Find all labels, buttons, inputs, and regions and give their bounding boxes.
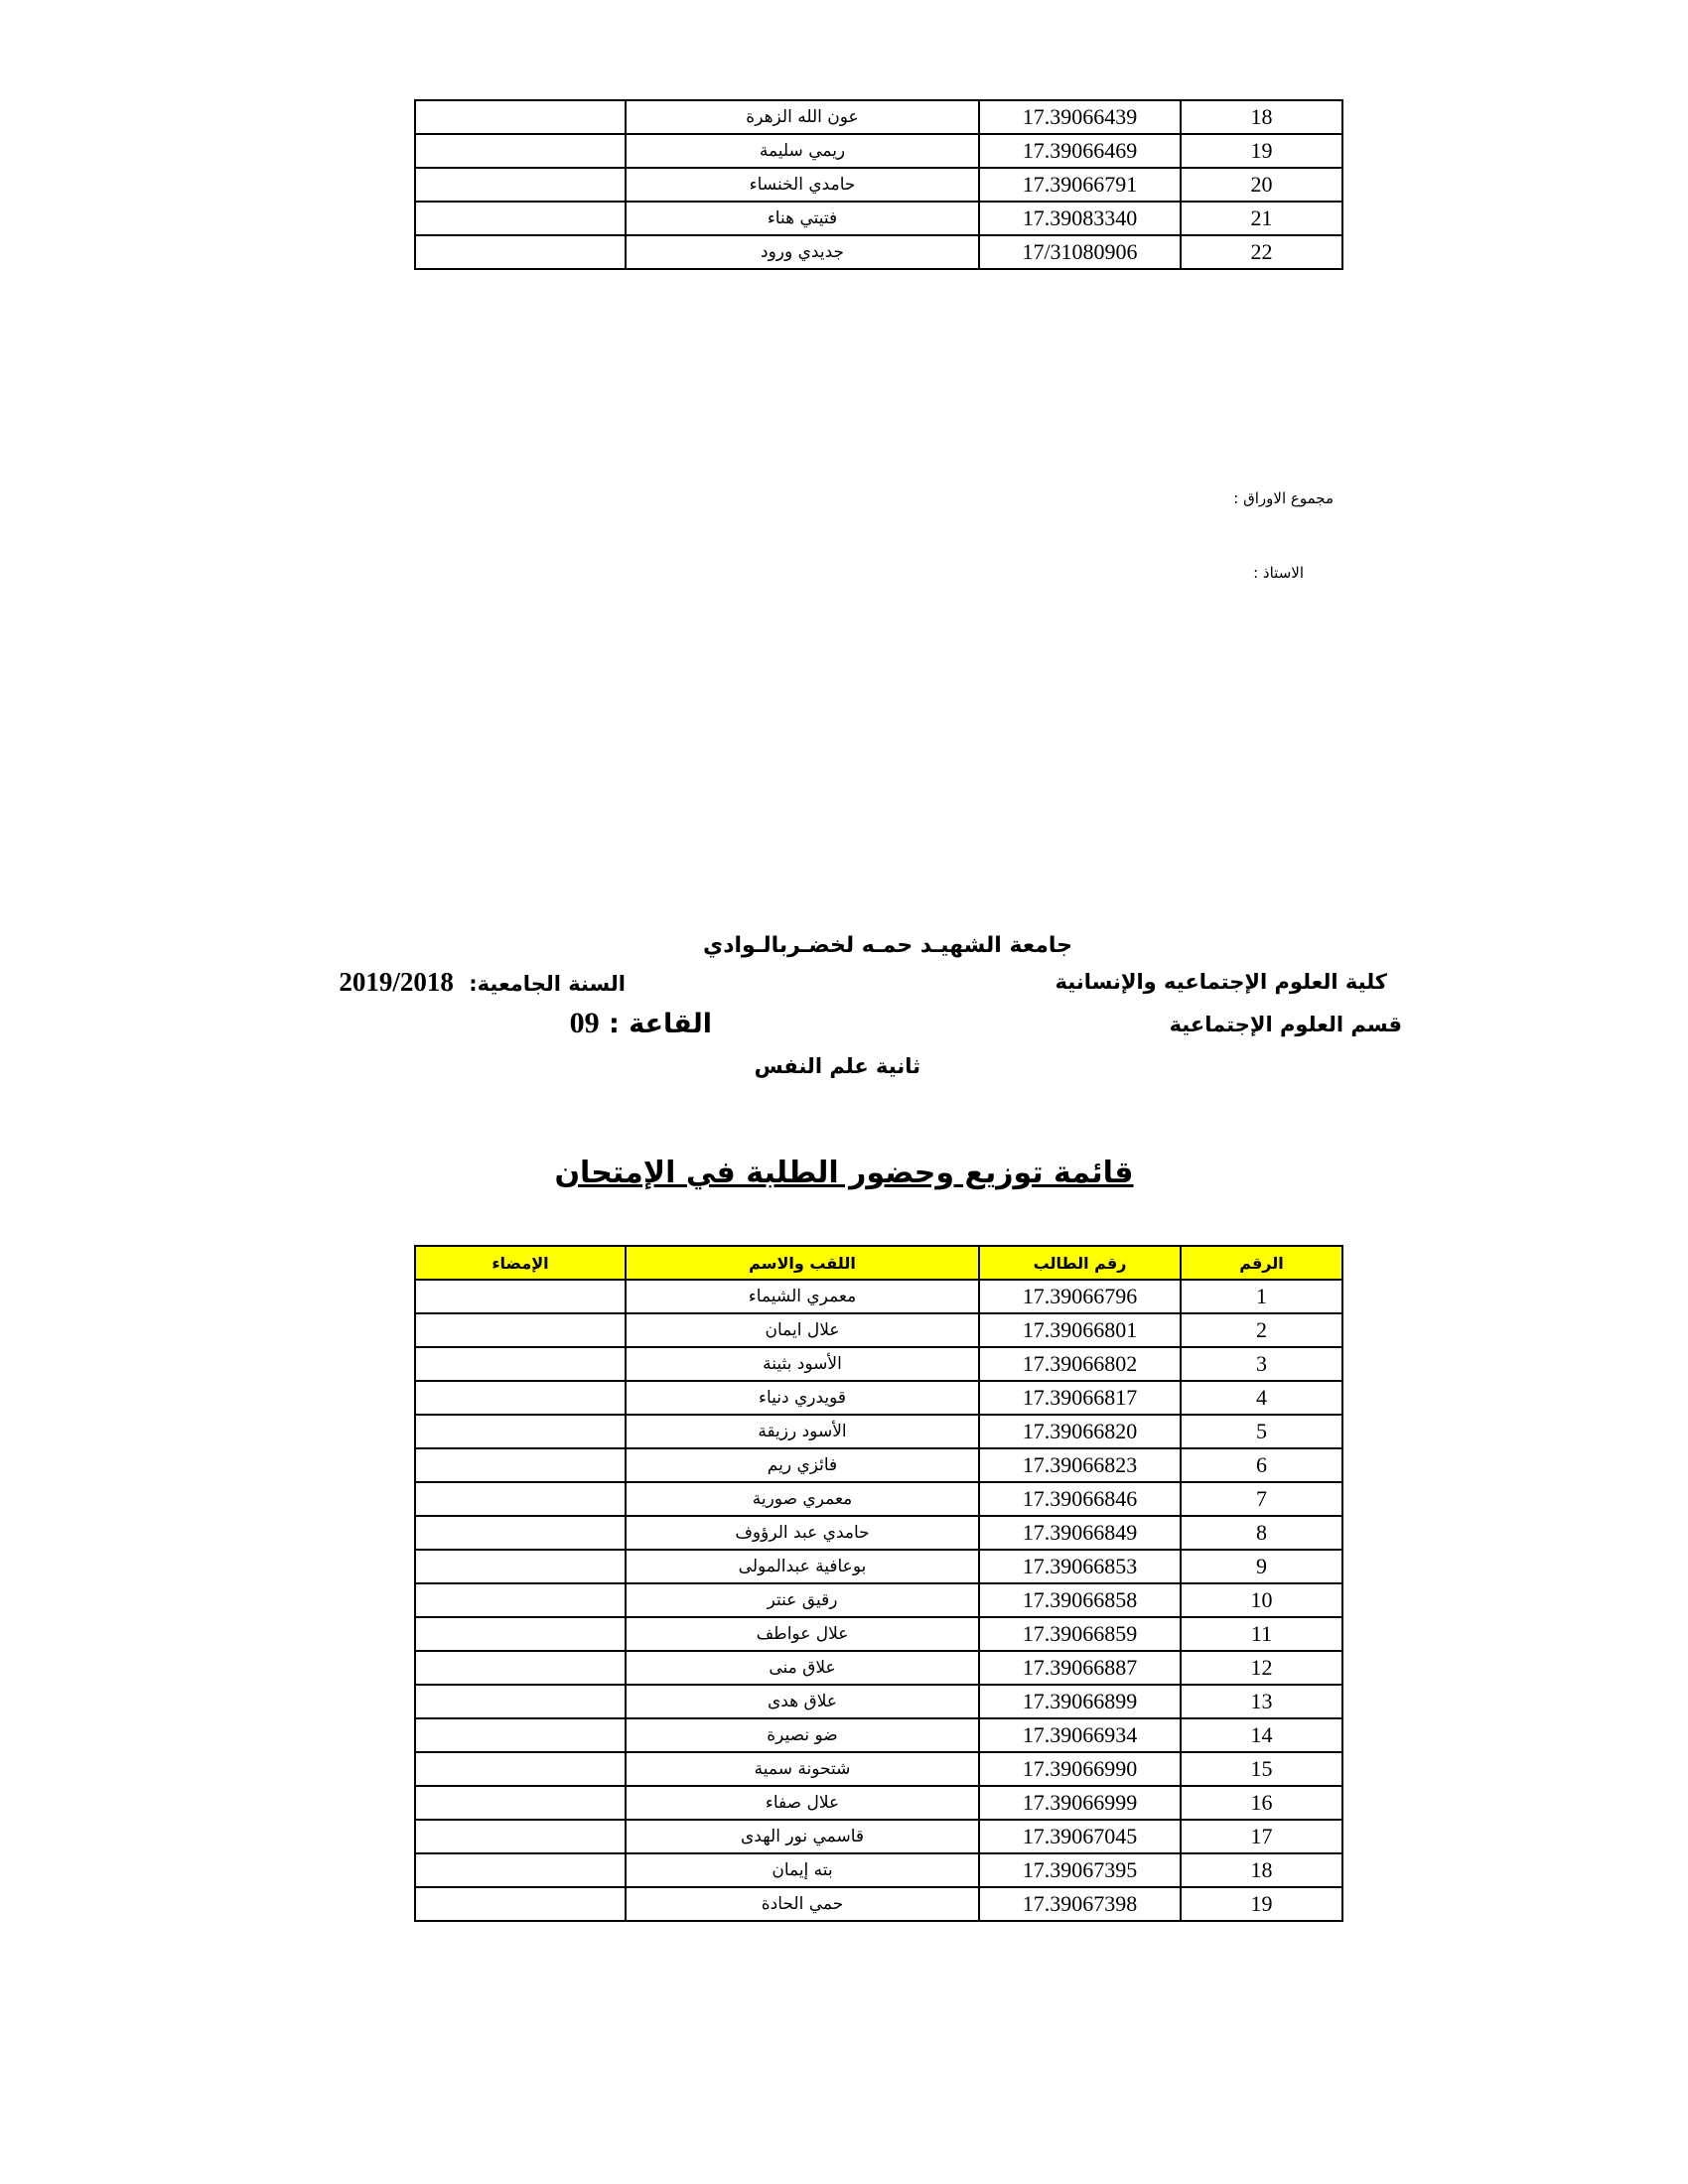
row-number: 10 bbox=[1181, 1583, 1342, 1617]
table-row bbox=[415, 1381, 1342, 1415]
header-num: الرقم bbox=[1181, 1246, 1342, 1280]
signature-cell[interactable] bbox=[415, 1820, 626, 1853]
student-name: فتيتي هناء bbox=[626, 202, 979, 235]
student-name: حمي الحادة bbox=[626, 1887, 979, 1921]
signature-cell[interactable] bbox=[415, 1550, 626, 1583]
student-id: 17.39066934 bbox=[979, 1718, 1181, 1752]
row-number: 12 bbox=[1181, 1651, 1342, 1685]
department-name: قسم العلوم الإجتماعية bbox=[1169, 1013, 1402, 1036]
signature-cell[interactable] bbox=[415, 1313, 626, 1347]
row-number: 19 bbox=[1181, 134, 1342, 168]
academic-year-value: 2019/2018 bbox=[339, 967, 454, 997]
table-row bbox=[415, 1415, 1342, 1448]
signature-cell[interactable] bbox=[415, 1853, 626, 1887]
table-row bbox=[415, 134, 1342, 168]
student-id: 17.39067395 bbox=[979, 1853, 1181, 1887]
signature-cell[interactable] bbox=[415, 1280, 626, 1313]
student-name: معمري الشيماء bbox=[626, 1280, 979, 1313]
student-name: حامدي عبد الرؤوف bbox=[626, 1516, 979, 1550]
student-id: 17.39066990 bbox=[979, 1752, 1181, 1786]
student-id: 17.39066899 bbox=[979, 1685, 1181, 1718]
signature-cell[interactable] bbox=[415, 1752, 626, 1786]
row-number: 6 bbox=[1181, 1448, 1342, 1482]
signature-cell[interactable] bbox=[415, 1448, 626, 1482]
table-row bbox=[415, 1516, 1342, 1550]
student-id: 17.39066846 bbox=[979, 1482, 1181, 1516]
row-number: 5 bbox=[1181, 1415, 1342, 1448]
table-row bbox=[415, 168, 1342, 202]
signature-cell[interactable] bbox=[415, 1516, 626, 1550]
student-id: 17.39066439 bbox=[979, 100, 1181, 134]
table-row bbox=[415, 1617, 1342, 1651]
student-name: حامدي الخنساء bbox=[626, 168, 979, 202]
academic-year bbox=[339, 967, 626, 998]
level-name: ثانية علم النفس bbox=[754, 1054, 920, 1078]
student-id: 17.39067045 bbox=[979, 1820, 1181, 1853]
student-id: 17.39066791 bbox=[979, 168, 1181, 202]
signature-cell[interactable] bbox=[415, 100, 626, 134]
student-id: 17.39066469 bbox=[979, 134, 1181, 168]
top-table-body bbox=[415, 100, 1342, 269]
row-number: 4 bbox=[1181, 1381, 1342, 1415]
table-row bbox=[415, 1887, 1342, 1921]
student-name: جديدي ورود bbox=[626, 235, 979, 269]
row-number: 19 bbox=[1181, 1887, 1342, 1921]
table-row bbox=[415, 100, 1342, 134]
hall bbox=[570, 1007, 712, 1040]
student-id: 17.39066796 bbox=[979, 1280, 1181, 1313]
student-id: 17.39066801 bbox=[979, 1313, 1181, 1347]
student-name: علاق هدى bbox=[626, 1685, 979, 1718]
student-id: 17/31080906 bbox=[979, 235, 1181, 269]
row-number: 18 bbox=[1181, 1853, 1342, 1887]
row-number: 8 bbox=[1181, 1516, 1342, 1550]
signature-cell[interactable] bbox=[415, 1617, 626, 1651]
student-id: 17.39066887 bbox=[979, 1651, 1181, 1685]
student-name: ريمي سليمة bbox=[626, 134, 979, 168]
signature-cell[interactable] bbox=[415, 1415, 626, 1448]
row-number: 2 bbox=[1181, 1313, 1342, 1347]
student-name: قاسمي نور الهدى bbox=[626, 1820, 979, 1853]
signature-cell[interactable] bbox=[415, 1347, 626, 1381]
row-number: 1 bbox=[1181, 1280, 1342, 1313]
table-row bbox=[415, 1786, 1342, 1820]
main-table-body bbox=[415, 1280, 1342, 1921]
faculty-name: كلية العلوم الإجتماعيه والإنسانية bbox=[1055, 970, 1387, 994]
student-name: الأسود رزيقة bbox=[626, 1415, 979, 1448]
signature-cell[interactable] bbox=[415, 1718, 626, 1752]
hall-value: 09 bbox=[569, 1007, 600, 1039]
table-row bbox=[415, 1820, 1342, 1853]
table-row bbox=[415, 1280, 1342, 1313]
table-row bbox=[415, 1853, 1342, 1887]
signature-cell[interactable] bbox=[415, 1786, 626, 1820]
table-row bbox=[415, 1550, 1342, 1583]
table-row bbox=[415, 1718, 1342, 1752]
table-header-row bbox=[415, 1246, 1342, 1280]
row-number: 20 bbox=[1181, 168, 1342, 202]
table-row bbox=[415, 1685, 1342, 1718]
header-signature: الإمضاء bbox=[415, 1246, 626, 1280]
total-papers-label: مجموع الاوراق : bbox=[1233, 489, 1334, 507]
student-id: 17.39066823 bbox=[979, 1448, 1181, 1482]
row-number: 14 bbox=[1181, 1718, 1342, 1752]
row-number: 18 bbox=[1181, 100, 1342, 134]
signature-cell[interactable] bbox=[415, 235, 626, 269]
student-name: شتحونة سمية bbox=[626, 1752, 979, 1786]
signature-cell[interactable] bbox=[415, 1651, 626, 1685]
table-row bbox=[415, 1347, 1342, 1381]
student-id: 17.39066820 bbox=[979, 1415, 1181, 1448]
row-number: 9 bbox=[1181, 1550, 1342, 1583]
student-id: 17.39066859 bbox=[979, 1617, 1181, 1651]
student-id: 17.39066999 bbox=[979, 1786, 1181, 1820]
row-number: 3 bbox=[1181, 1347, 1342, 1381]
signature-cell[interactable] bbox=[415, 1482, 626, 1516]
student-id: 17.39066849 bbox=[979, 1516, 1181, 1550]
row-number: 16 bbox=[1181, 1786, 1342, 1820]
student-name: علال ايمان bbox=[626, 1313, 979, 1347]
student-name: فائزي ريم bbox=[626, 1448, 979, 1482]
table-row bbox=[415, 1651, 1342, 1685]
student-name: رقيق عنتر bbox=[626, 1583, 979, 1617]
table-row bbox=[415, 1482, 1342, 1516]
row-number: 22 bbox=[1181, 235, 1342, 269]
top-attendance-table bbox=[414, 99, 1343, 270]
table-row bbox=[415, 1313, 1342, 1347]
row-number: 15 bbox=[1181, 1752, 1342, 1786]
student-name: علال صفاء bbox=[626, 1786, 979, 1820]
student-id: 17.39066853 bbox=[979, 1550, 1181, 1583]
student-name: عون الله الزهرة bbox=[626, 100, 979, 134]
main-attendance-table bbox=[414, 1245, 1343, 1922]
signature-cell[interactable] bbox=[415, 1381, 626, 1415]
student-name: قويدري دنياء bbox=[626, 1381, 979, 1415]
student-id: 17.39066858 bbox=[979, 1583, 1181, 1617]
student-id: 17.39067398 bbox=[979, 1887, 1181, 1921]
row-number: 21 bbox=[1181, 202, 1342, 235]
row-number: 11 bbox=[1181, 1617, 1342, 1651]
row-number: 13 bbox=[1181, 1685, 1342, 1718]
row-number: 7 bbox=[1181, 1482, 1342, 1516]
row-number: 17 bbox=[1181, 1820, 1342, 1853]
signature-cell[interactable] bbox=[415, 202, 626, 235]
university-name: جامعة الشهيـد حمـه لخضـربالـوادي bbox=[703, 933, 1072, 958]
table-row bbox=[415, 1448, 1342, 1482]
header-name: اللقب والاسم bbox=[626, 1246, 979, 1280]
student-name: علاق منى bbox=[626, 1651, 979, 1685]
student-name: علال عواطف bbox=[626, 1617, 979, 1651]
signature-cell[interactable] bbox=[415, 1583, 626, 1617]
table-row bbox=[415, 1583, 1342, 1617]
table-row bbox=[415, 1752, 1342, 1786]
student-name: ضو نصيرة bbox=[626, 1718, 979, 1752]
signature-cell[interactable] bbox=[415, 1685, 626, 1718]
student-id: 17.39083340 bbox=[979, 202, 1181, 235]
document-title: قائمة توزيع وحضور الطلبة في الإمتحان bbox=[554, 1156, 1134, 1190]
student-name: معمري صورية bbox=[626, 1482, 979, 1516]
signature-cell[interactable] bbox=[415, 168, 626, 202]
hall-label: القاعة : bbox=[609, 1009, 712, 1039]
table-row bbox=[415, 235, 1342, 269]
signature-cell[interactable] bbox=[415, 1887, 626, 1921]
table-row bbox=[415, 202, 1342, 235]
signature-cell[interactable] bbox=[415, 134, 626, 168]
student-id: 17.39066817 bbox=[979, 1381, 1181, 1415]
student-name: بوعافية عبدالمولى bbox=[626, 1550, 979, 1583]
header-student-id: رقم الطالب bbox=[979, 1246, 1181, 1280]
student-name: بته إيمان bbox=[626, 1853, 979, 1887]
professor-label: الاستاذ : bbox=[1253, 564, 1304, 582]
student-name: الأسود بثينة bbox=[626, 1347, 979, 1381]
student-id: 17.39066802 bbox=[979, 1347, 1181, 1381]
academic-year-label: السنة الجامعية: bbox=[469, 972, 626, 996]
